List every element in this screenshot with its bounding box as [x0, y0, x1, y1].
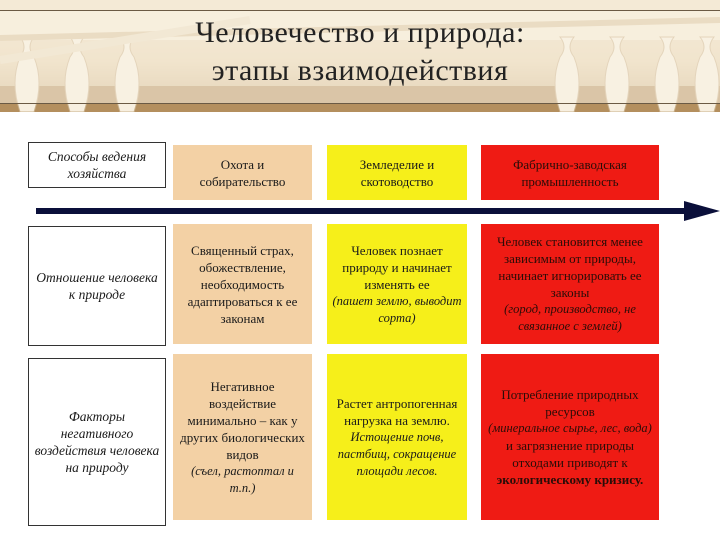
economy-stage-3-text: Фабрично-заводская промышленность: [513, 156, 627, 189]
title-line-1: Человечество и природа:: [195, 16, 525, 49]
factors-stage-3-tail: и загрязнение природы отходами приводят к: [505, 438, 635, 470]
title-banner: [0, 0, 720, 112]
row-header-economy-text: Способы ведения хозяйства: [47, 149, 147, 181]
attitude-stage-1-text: Священный страх, обожествление, необходимость адаптироваться к ее законам: [187, 242, 298, 326]
attitude-stage-3-note: (город, производство, не связанное с землей): [504, 302, 636, 333]
page-title: [0, 14, 720, 90]
factors-stage-1-text: Негативное воздействие минимально – как у других биологических видов: [180, 378, 305, 462]
factors-stage-3-text: Потребление природных ресурсов: [501, 387, 639, 419]
title-line-2: этапы взаимодействия: [211, 54, 509, 87]
factors-stage-1: [173, 354, 312, 520]
row-header-attitude: [28, 226, 166, 346]
row-header-factors-text: Факторы негативного воздействия человека на природу: [34, 409, 160, 475]
factors-stage-3: [481, 354, 659, 520]
factors-stage-2-note: Истощение почв, пастбищ, сокращение площади лесов.: [337, 429, 457, 478]
factors-stage-3-note: (минеральное сырье, лес, вода): [488, 421, 652, 435]
attitude-stage-2-text: Человек познает природу и начинает изменять ее: [342, 242, 452, 292]
factors-stage-3-conclusion: экологическому кризису.: [496, 472, 644, 487]
economy-stage-1-text: Охота и собирательство: [199, 156, 286, 189]
economy-stage-2-text: Земледелие и скотоводство: [359, 156, 435, 189]
economy-stage-1: [173, 145, 312, 200]
attitude-stage-1: [173, 224, 312, 344]
factors-stage-1-note: (съел, растоптал и т.п.): [191, 463, 294, 495]
attitude-stage-2: [327, 224, 467, 344]
row-header-economy: [28, 142, 166, 188]
attitude-stage-3: [481, 224, 659, 344]
factors-stage-2: [327, 354, 467, 520]
economy-stage-2: [327, 145, 467, 200]
economy-stage-3: [481, 145, 659, 200]
row-header-factors: [28, 358, 166, 526]
attitude-stage-2-note: (пашет землю, выводит сорта): [332, 293, 462, 325]
timeline-arrow: [36, 200, 720, 224]
attitude-stage-3-text: Человек становится менее зависимым от природы, начинает игнорировать ее законы: [497, 234, 643, 300]
factors-stage-2-text: Растет антропогенная нагрузка на землю.: [336, 395, 458, 428]
row-header-attitude-text: Отношение человека к природе: [36, 270, 158, 302]
